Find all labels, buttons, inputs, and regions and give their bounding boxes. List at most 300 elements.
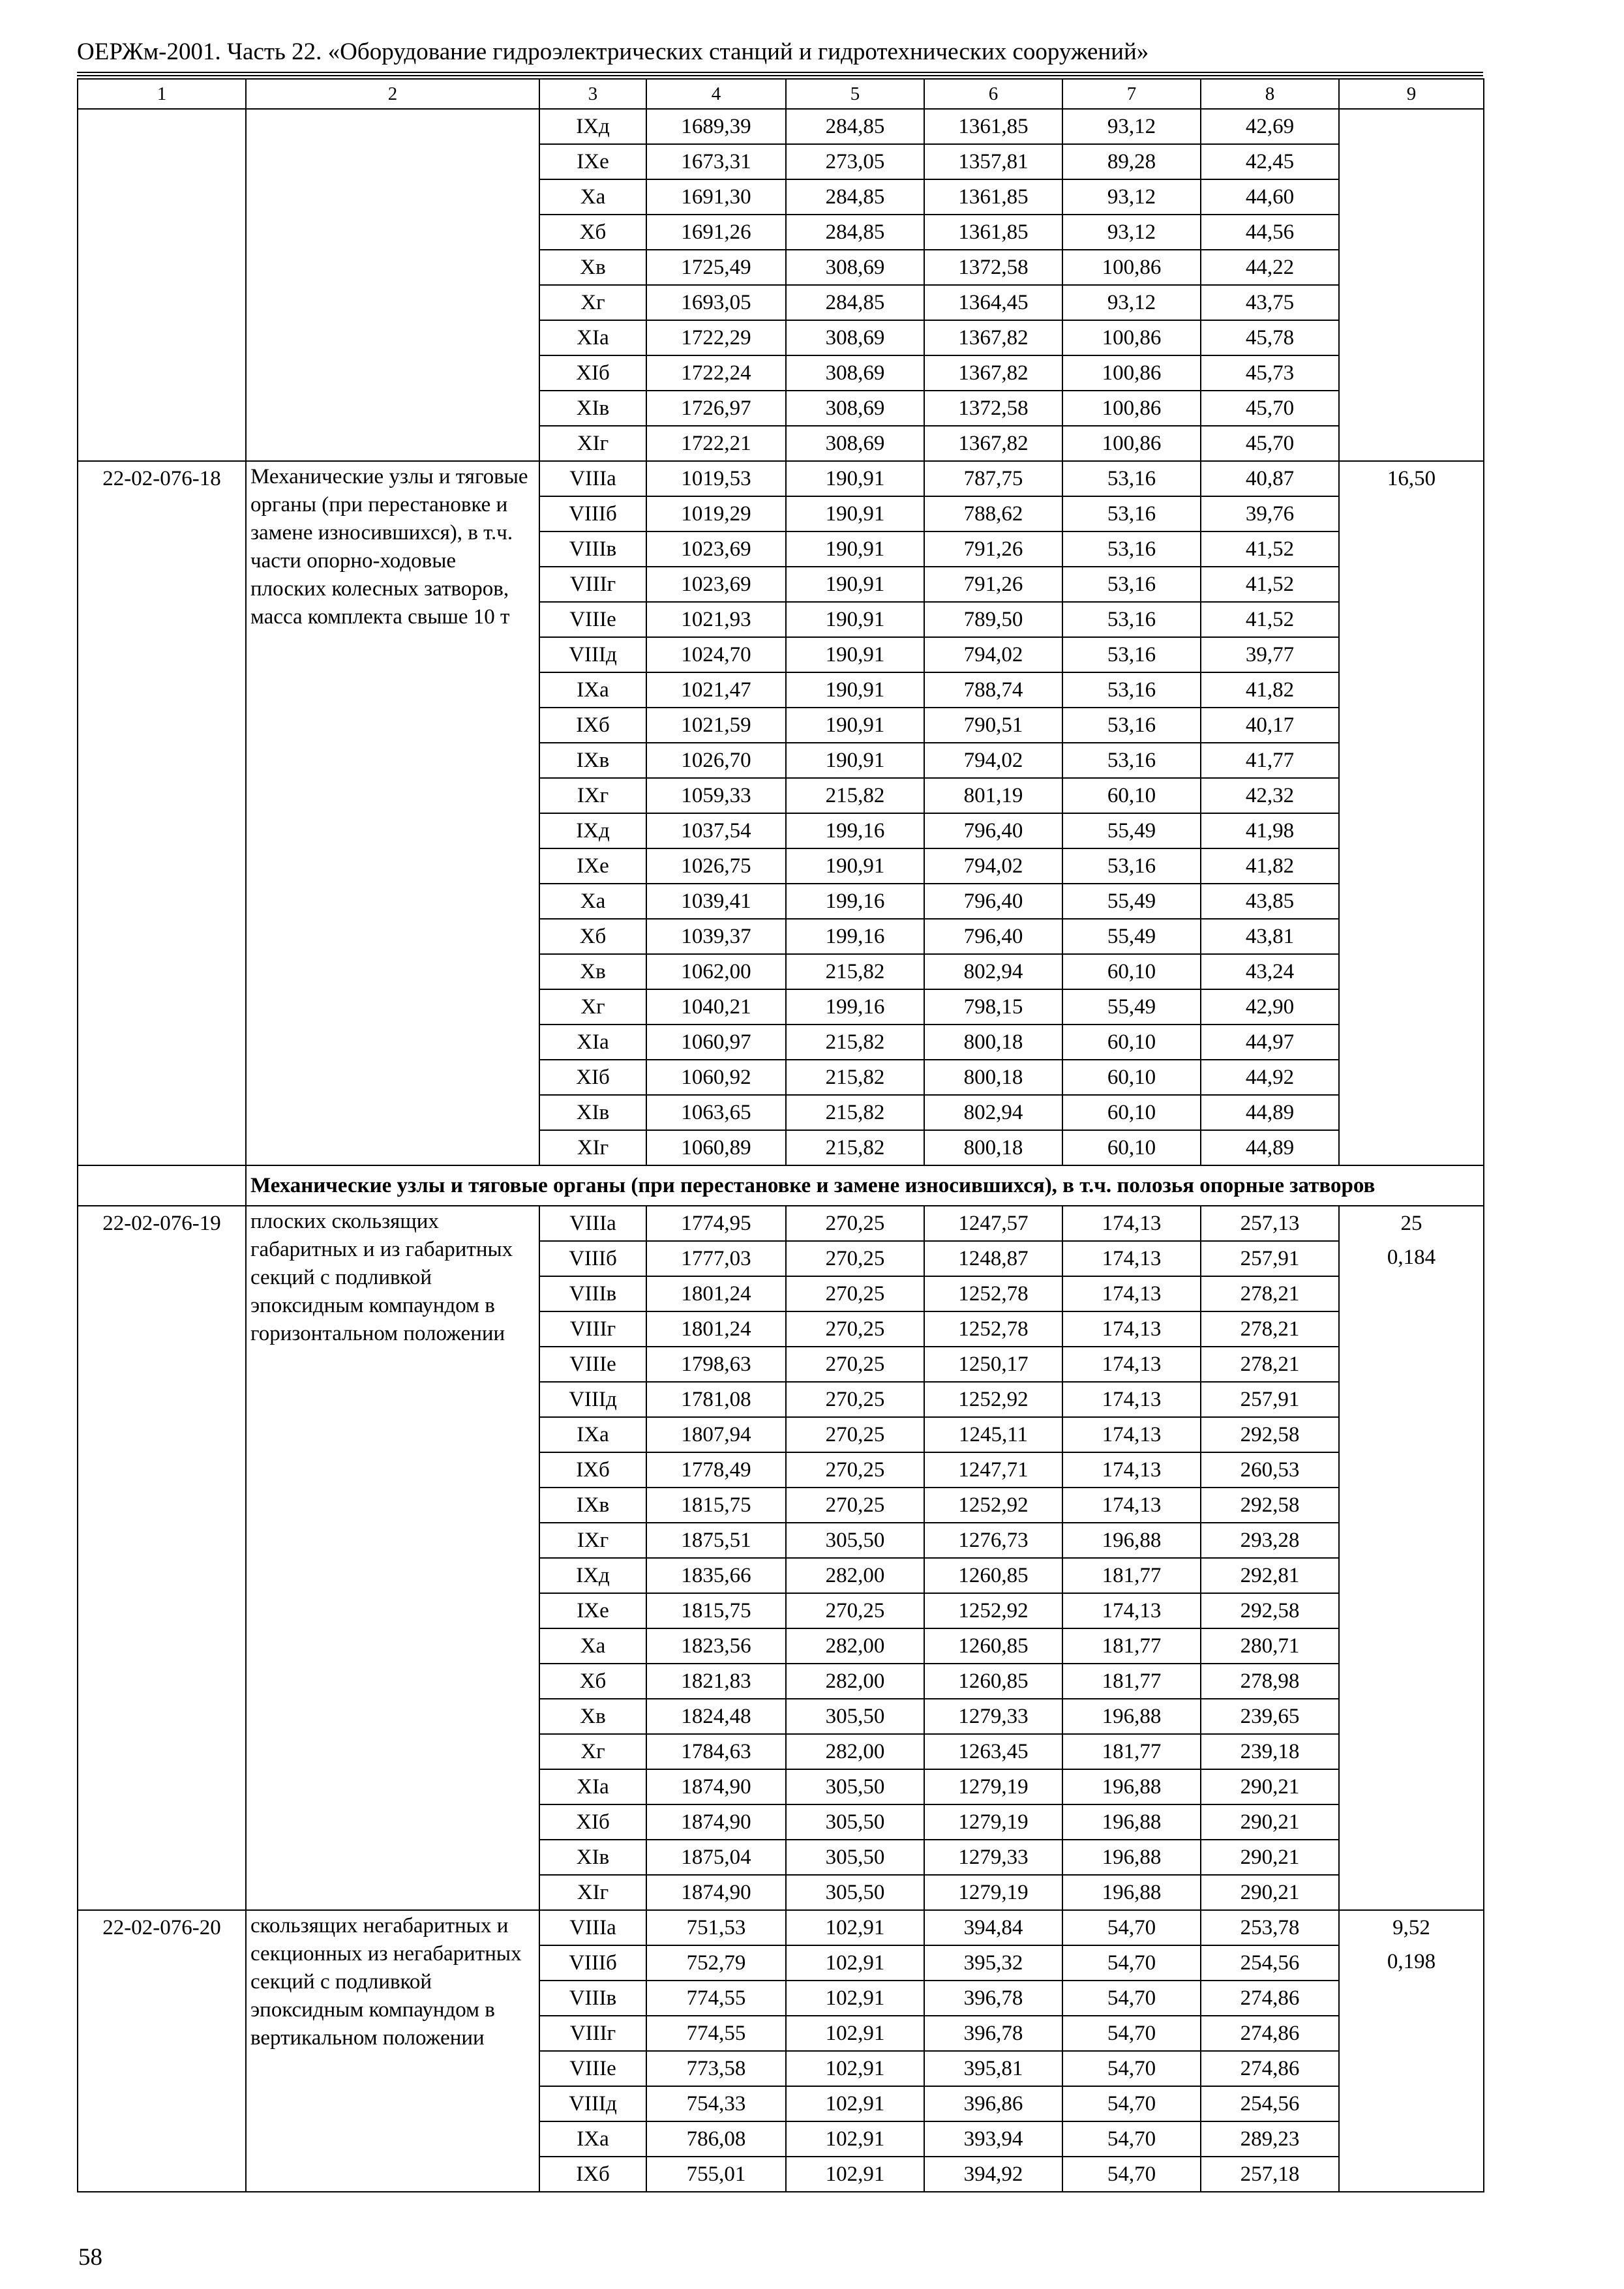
value-cell: 794,02 bbox=[924, 743, 1062, 778]
value-cell: 1252,78 bbox=[924, 1311, 1062, 1347]
rate-description: скользящих негабаритных и секционных из негабаритных секций с подливкой эпоксидным компаундом в вертикальном положении bbox=[246, 1910, 539, 2192]
value-cell: 54,70 bbox=[1062, 2016, 1201, 2051]
value-cell: 1252,78 bbox=[924, 1276, 1062, 1311]
price-zone-cell: VIIIа bbox=[539, 1206, 646, 1241]
rate-code: 22-02-076-20 bbox=[78, 1910, 246, 2192]
value-cell: 174,13 bbox=[1062, 1206, 1201, 1241]
value-cell: 290,21 bbox=[1201, 1804, 1339, 1840]
value-cell: 41,98 bbox=[1201, 813, 1339, 848]
value-cell: 1245,11 bbox=[924, 1417, 1062, 1452]
column-9-value: 25 bbox=[1400, 1212, 1422, 1235]
value-cell: 1248,87 bbox=[924, 1241, 1062, 1276]
value-cell: 800,18 bbox=[924, 1060, 1062, 1095]
value-cell: 42,45 bbox=[1201, 144, 1339, 179]
value-cell: 274,86 bbox=[1201, 2051, 1339, 2086]
rate-description: плоских скользящих габаритных и из габаритных секций с подливкой эпоксидным компаундом в горизонтальном положении bbox=[246, 1206, 539, 1910]
value-cell: 174,13 bbox=[1062, 1417, 1201, 1452]
price-zone-cell: XIв bbox=[539, 1840, 646, 1875]
value-cell: 260,53 bbox=[1201, 1452, 1339, 1488]
value-cell: 1279,19 bbox=[924, 1769, 1062, 1804]
value-cell: 1722,24 bbox=[646, 355, 786, 391]
value-cell: 190,91 bbox=[786, 848, 924, 884]
value-cell: 1279,19 bbox=[924, 1804, 1062, 1840]
price-zone-cell: Xг bbox=[539, 1734, 646, 1769]
value-cell: 1807,94 bbox=[646, 1417, 786, 1452]
header-rule bbox=[77, 72, 1483, 73]
value-cell: 305,50 bbox=[786, 1875, 924, 1910]
column-number: 6 bbox=[924, 79, 1062, 109]
value-cell: 1874,90 bbox=[646, 1804, 786, 1840]
value-cell: 190,91 bbox=[786, 496, 924, 531]
value-cell: 774,55 bbox=[646, 2016, 786, 2051]
column-9-values bbox=[1339, 1206, 1484, 1910]
value-cell: 788,74 bbox=[924, 672, 1062, 708]
value-cell: 1021,47 bbox=[646, 672, 786, 708]
value-cell: 290,21 bbox=[1201, 1769, 1339, 1804]
value-cell: 53,16 bbox=[1062, 637, 1201, 672]
value-cell: 293,28 bbox=[1201, 1523, 1339, 1558]
price-zone-cell: VIIIб bbox=[539, 1945, 646, 1981]
value-cell: 41,82 bbox=[1201, 672, 1339, 708]
rate-description bbox=[246, 109, 539, 461]
value-cell: 190,91 bbox=[786, 602, 924, 637]
column-number: 7 bbox=[1062, 79, 1201, 109]
price-zone-cell: IXе bbox=[539, 848, 646, 884]
price-zone-cell: VIIIб bbox=[539, 1241, 646, 1276]
value-cell: 270,25 bbox=[786, 1206, 924, 1241]
value-cell: 1252,92 bbox=[924, 1593, 1062, 1628]
price-zone-cell: XIг bbox=[539, 1130, 646, 1165]
value-cell: 41,77 bbox=[1201, 743, 1339, 778]
value-cell: 44,89 bbox=[1201, 1130, 1339, 1165]
value-cell: 239,65 bbox=[1201, 1699, 1339, 1734]
value-cell: 1815,75 bbox=[646, 1593, 786, 1628]
value-cell: 100,86 bbox=[1062, 355, 1201, 391]
value-cell: 1361,85 bbox=[924, 215, 1062, 250]
value-cell: 257,13 bbox=[1201, 1206, 1339, 1241]
value-cell: 1260,85 bbox=[924, 1664, 1062, 1699]
value-cell: 60,10 bbox=[1062, 954, 1201, 989]
column-number-row bbox=[78, 79, 1484, 109]
value-cell: 44,60 bbox=[1201, 179, 1339, 215]
value-cell: 102,91 bbox=[786, 2086, 924, 2121]
value-cell: 751,53 bbox=[646, 1910, 786, 1945]
value-cell: 1062,00 bbox=[646, 954, 786, 989]
value-cell: 292,81 bbox=[1201, 1558, 1339, 1593]
value-cell: 190,91 bbox=[786, 672, 924, 708]
value-cell: 181,77 bbox=[1062, 1664, 1201, 1699]
value-cell: 1252,92 bbox=[924, 1382, 1062, 1417]
value-cell: 800,18 bbox=[924, 1025, 1062, 1060]
value-cell: 1260,85 bbox=[924, 1558, 1062, 1593]
section-heading: Механические узлы и тяговые органы (при перестановке и замене износившихся), в т.ч. полозья опорные затворов bbox=[246, 1165, 1484, 1206]
value-cell: 1725,49 bbox=[646, 250, 786, 285]
value-cell: 305,50 bbox=[786, 1804, 924, 1840]
value-cell: 43,75 bbox=[1201, 285, 1339, 320]
value-cell: 54,70 bbox=[1062, 2157, 1201, 2192]
value-cell: 278,98 bbox=[1201, 1664, 1339, 1699]
price-zone-cell: VIIIв bbox=[539, 1276, 646, 1311]
value-cell: 42,90 bbox=[1201, 989, 1339, 1025]
value-cell: 788,62 bbox=[924, 496, 1062, 531]
value-cell: 1875,04 bbox=[646, 1840, 786, 1875]
price-zone-cell: IXв bbox=[539, 743, 646, 778]
value-cell: 54,70 bbox=[1062, 2051, 1201, 2086]
price-zone-cell: IXе bbox=[539, 1593, 646, 1628]
value-cell: 1276,73 bbox=[924, 1523, 1062, 1558]
value-cell: 100,86 bbox=[1062, 250, 1201, 285]
value-cell: 282,00 bbox=[786, 1734, 924, 1769]
value-cell: 802,94 bbox=[924, 954, 1062, 989]
value-cell: 794,02 bbox=[924, 848, 1062, 884]
value-cell: 292,58 bbox=[1201, 1593, 1339, 1628]
price-zone-cell: Xа bbox=[539, 179, 646, 215]
value-cell: 270,25 bbox=[786, 1593, 924, 1628]
value-cell: 1824,48 bbox=[646, 1699, 786, 1734]
value-cell: 1039,37 bbox=[646, 919, 786, 954]
value-cell: 1774,95 bbox=[646, 1206, 786, 1241]
value-cell: 257,91 bbox=[1201, 1241, 1339, 1276]
price-zone-cell: XIв bbox=[539, 391, 646, 426]
value-cell: 60,10 bbox=[1062, 778, 1201, 813]
column-number: 1 bbox=[78, 79, 246, 109]
value-cell: 1260,85 bbox=[924, 1628, 1062, 1664]
value-cell: 199,16 bbox=[786, 884, 924, 919]
value-cell: 394,92 bbox=[924, 2157, 1062, 2192]
value-cell: 270,25 bbox=[786, 1311, 924, 1347]
section-heading-row bbox=[78, 1165, 1484, 1206]
value-cell: 102,91 bbox=[786, 2157, 924, 2192]
value-cell: 1023,69 bbox=[646, 567, 786, 602]
value-cell: 1263,45 bbox=[924, 1734, 1062, 1769]
price-zone-cell: VIIIг bbox=[539, 2016, 646, 2051]
value-cell: 282,00 bbox=[786, 1628, 924, 1664]
price-zone-cell: Xг bbox=[539, 989, 646, 1025]
value-cell: 396,86 bbox=[924, 2086, 1062, 2121]
value-cell: 190,91 bbox=[786, 637, 924, 672]
value-cell: 280,71 bbox=[1201, 1628, 1339, 1664]
value-cell: 1279,33 bbox=[924, 1699, 1062, 1734]
column-9-values bbox=[1339, 461, 1484, 1165]
value-cell: 254,56 bbox=[1201, 1945, 1339, 1981]
column-number: 3 bbox=[539, 79, 646, 109]
price-zone-cell: Xв bbox=[539, 1699, 646, 1734]
value-cell: 284,85 bbox=[786, 215, 924, 250]
price-zone-cell: VIIIв bbox=[539, 531, 646, 567]
price-zone-cell: IXв bbox=[539, 1488, 646, 1523]
value-cell: 796,40 bbox=[924, 919, 1062, 954]
value-cell: 53,16 bbox=[1062, 708, 1201, 743]
value-cell: 54,70 bbox=[1062, 1981, 1201, 2016]
price-zone-cell: IXд bbox=[539, 813, 646, 848]
value-cell: 273,05 bbox=[786, 144, 924, 179]
value-cell: 102,91 bbox=[786, 2016, 924, 2051]
value-cell: 1026,75 bbox=[646, 848, 786, 884]
value-cell: 44,97 bbox=[1201, 1025, 1339, 1060]
value-cell: 1039,41 bbox=[646, 884, 786, 919]
column-9-value: 16,50 bbox=[1387, 467, 1436, 490]
price-zone-cell: IXб bbox=[539, 708, 646, 743]
value-cell: 796,40 bbox=[924, 813, 1062, 848]
value-cell: 53,16 bbox=[1062, 461, 1201, 496]
column-number: 9 bbox=[1339, 79, 1484, 109]
value-cell: 1815,75 bbox=[646, 1488, 786, 1523]
value-cell: 308,69 bbox=[786, 391, 924, 426]
price-zone-cell: VIIIв bbox=[539, 1981, 646, 2016]
value-cell: 257,18 bbox=[1201, 2157, 1339, 2192]
value-cell: 1778,49 bbox=[646, 1452, 786, 1488]
value-cell: 789,50 bbox=[924, 602, 1062, 637]
value-cell: 1372,58 bbox=[924, 250, 1062, 285]
value-cell: 41,82 bbox=[1201, 848, 1339, 884]
value-cell: 43,85 bbox=[1201, 884, 1339, 919]
value-cell: 53,16 bbox=[1062, 567, 1201, 602]
value-cell: 395,81 bbox=[924, 2051, 1062, 2086]
value-cell: 790,51 bbox=[924, 708, 1062, 743]
value-cell: 393,94 bbox=[924, 2121, 1062, 2157]
price-zone-cell: VIIIг bbox=[539, 567, 646, 602]
value-cell: 1024,70 bbox=[646, 637, 786, 672]
value-cell: 796,40 bbox=[924, 884, 1062, 919]
value-cell: 55,49 bbox=[1062, 919, 1201, 954]
price-zone-cell: VIIIе bbox=[539, 1347, 646, 1382]
value-cell: 270,25 bbox=[786, 1382, 924, 1417]
value-cell: 270,25 bbox=[786, 1241, 924, 1276]
value-cell: 55,49 bbox=[1062, 813, 1201, 848]
value-cell: 199,16 bbox=[786, 989, 924, 1025]
value-cell: 787,75 bbox=[924, 461, 1062, 496]
value-cell: 1040,21 bbox=[646, 989, 786, 1025]
value-cell: 308,69 bbox=[786, 355, 924, 391]
value-cell: 290,21 bbox=[1201, 1875, 1339, 1910]
value-cell: 215,82 bbox=[786, 1095, 924, 1130]
price-zone-cell: IXб bbox=[539, 2157, 646, 2192]
rates-table bbox=[77, 78, 1484, 2192]
value-cell: 305,50 bbox=[786, 1523, 924, 1558]
column-9-values bbox=[1339, 1910, 1484, 2192]
value-cell: 802,94 bbox=[924, 1095, 1062, 1130]
value-cell: 1372,58 bbox=[924, 391, 1062, 426]
value-cell: 181,77 bbox=[1062, 1734, 1201, 1769]
value-cell: 1367,82 bbox=[924, 426, 1062, 461]
value-cell: 100,86 bbox=[1062, 320, 1201, 355]
value-cell: 190,91 bbox=[786, 743, 924, 778]
value-cell: 396,78 bbox=[924, 2016, 1062, 2051]
value-cell: 1781,08 bbox=[646, 1382, 786, 1417]
header-rule bbox=[77, 75, 1483, 76]
price-zone-cell: XIб bbox=[539, 1060, 646, 1095]
value-cell: 53,16 bbox=[1062, 743, 1201, 778]
price-zone-cell: IXе bbox=[539, 144, 646, 179]
value-cell: 196,88 bbox=[1062, 1523, 1201, 1558]
value-cell: 45,73 bbox=[1201, 355, 1339, 391]
value-cell: 39,77 bbox=[1201, 637, 1339, 672]
value-cell: 1063,65 bbox=[646, 1095, 786, 1130]
value-cell: 282,00 bbox=[786, 1558, 924, 1593]
price-zone-cell: VIIIд bbox=[539, 2086, 646, 2121]
value-cell: 1726,97 bbox=[646, 391, 786, 426]
value-cell: 60,10 bbox=[1062, 1060, 1201, 1095]
value-cell: 774,55 bbox=[646, 1981, 786, 2016]
value-cell: 60,10 bbox=[1062, 1130, 1201, 1165]
value-cell: 1874,90 bbox=[646, 1769, 786, 1804]
value-cell: 39,76 bbox=[1201, 496, 1339, 531]
value-cell: 41,52 bbox=[1201, 531, 1339, 567]
value-cell: 794,02 bbox=[924, 637, 1062, 672]
value-cell: 1021,93 bbox=[646, 602, 786, 637]
value-cell: 1247,71 bbox=[924, 1452, 1062, 1488]
value-cell: 1250,17 bbox=[924, 1347, 1062, 1382]
price-zone-cell: VIIIб bbox=[539, 496, 646, 531]
value-cell: 1019,29 bbox=[646, 496, 786, 531]
value-cell: 55,49 bbox=[1062, 989, 1201, 1025]
value-cell: 190,91 bbox=[786, 567, 924, 602]
value-cell: 1060,89 bbox=[646, 1130, 786, 1165]
column-number: 4 bbox=[646, 79, 786, 109]
value-cell: 190,91 bbox=[786, 708, 924, 743]
value-cell: 42,69 bbox=[1201, 109, 1339, 144]
value-cell: 282,00 bbox=[786, 1664, 924, 1699]
value-cell: 44,92 bbox=[1201, 1060, 1339, 1095]
value-cell: 43,24 bbox=[1201, 954, 1339, 989]
price-zone-cell: IXа bbox=[539, 2121, 646, 2157]
value-cell: 40,87 bbox=[1201, 461, 1339, 496]
value-cell: 274,86 bbox=[1201, 2016, 1339, 2051]
value-cell: 1875,51 bbox=[646, 1523, 786, 1558]
price-zone-cell: Xб bbox=[539, 919, 646, 954]
value-cell: 53,16 bbox=[1062, 496, 1201, 531]
value-cell: 199,16 bbox=[786, 919, 924, 954]
value-cell: 215,82 bbox=[786, 1130, 924, 1165]
value-cell: 60,10 bbox=[1062, 1095, 1201, 1130]
value-cell: 43,81 bbox=[1201, 919, 1339, 954]
price-zone-cell: XIа bbox=[539, 320, 646, 355]
value-cell: 1801,24 bbox=[646, 1311, 786, 1347]
price-zone-cell: IXг bbox=[539, 778, 646, 813]
column-9-value: 9,52 bbox=[1392, 1916, 1430, 1939]
price-zone-cell: VIIIа bbox=[539, 461, 646, 496]
value-cell: 284,85 bbox=[786, 179, 924, 215]
value-cell: 278,21 bbox=[1201, 1276, 1339, 1311]
column-9-values bbox=[1339, 109, 1484, 461]
price-zone-cell: Xа bbox=[539, 884, 646, 919]
value-cell: 1357,81 bbox=[924, 144, 1062, 179]
value-cell: 270,25 bbox=[786, 1452, 924, 1488]
value-cell: 1021,59 bbox=[646, 708, 786, 743]
page-number: 58 bbox=[78, 2244, 102, 2271]
value-cell: 215,82 bbox=[786, 1060, 924, 1095]
value-cell: 53,16 bbox=[1062, 602, 1201, 637]
value-cell: 174,13 bbox=[1062, 1276, 1201, 1311]
value-cell: 1279,19 bbox=[924, 1875, 1062, 1910]
value-cell: 181,77 bbox=[1062, 1558, 1201, 1593]
price-zone-cell: VIIIа bbox=[539, 1910, 646, 1945]
value-cell: 395,32 bbox=[924, 1945, 1062, 1981]
value-cell: 754,33 bbox=[646, 2086, 786, 2121]
value-cell: 89,28 bbox=[1062, 144, 1201, 179]
value-cell: 773,58 bbox=[646, 2051, 786, 2086]
value-cell: 1784,63 bbox=[646, 1734, 786, 1769]
price-zone-cell: VIIIе bbox=[539, 2051, 646, 2086]
price-zone-cell: IXа bbox=[539, 672, 646, 708]
price-zone-cell: IXа bbox=[539, 1417, 646, 1452]
value-cell: 1367,82 bbox=[924, 355, 1062, 391]
value-cell: 100,86 bbox=[1062, 426, 1201, 461]
price-zone-cell: IXд bbox=[539, 109, 646, 144]
value-cell: 174,13 bbox=[1062, 1488, 1201, 1523]
value-cell: 394,84 bbox=[924, 1910, 1062, 1945]
table-row bbox=[78, 461, 1484, 496]
value-cell: 55,49 bbox=[1062, 884, 1201, 919]
value-cell: 755,01 bbox=[646, 2157, 786, 2192]
price-zone-cell: XIв bbox=[539, 1095, 646, 1130]
rate-description: Механические узлы и тяговые органы (при перестановке и замене износившихся), в т.ч. части опорно-ходовые плоских колесных затворов, масса комплекта свыше 10 т bbox=[246, 461, 539, 1165]
column-number: 2 bbox=[246, 79, 539, 109]
price-zone-cell: VIIIе bbox=[539, 602, 646, 637]
value-cell: 174,13 bbox=[1062, 1241, 1201, 1276]
value-cell: 305,50 bbox=[786, 1699, 924, 1734]
value-cell: 1060,92 bbox=[646, 1060, 786, 1095]
rate-code bbox=[78, 109, 246, 461]
value-cell: 1673,31 bbox=[646, 144, 786, 179]
rate-code: 22-02-076-18 bbox=[78, 461, 246, 1165]
value-cell: 1279,33 bbox=[924, 1840, 1062, 1875]
value-cell: 1361,85 bbox=[924, 109, 1062, 144]
value-cell: 1874,90 bbox=[646, 1875, 786, 1910]
value-cell: 102,91 bbox=[786, 1981, 924, 2016]
value-cell: 257,91 bbox=[1201, 1382, 1339, 1417]
value-cell: 1821,83 bbox=[646, 1664, 786, 1699]
value-cell: 215,82 bbox=[786, 954, 924, 989]
value-cell: 1722,29 bbox=[646, 320, 786, 355]
value-cell: 93,12 bbox=[1062, 109, 1201, 144]
value-cell: 1777,03 bbox=[646, 1241, 786, 1276]
value-cell: 54,70 bbox=[1062, 2086, 1201, 2121]
value-cell: 102,91 bbox=[786, 1945, 924, 1981]
column-number: 5 bbox=[786, 79, 924, 109]
value-cell: 1693,05 bbox=[646, 285, 786, 320]
price-zone-cell: XIб bbox=[539, 355, 646, 391]
price-zone-cell: XIб bbox=[539, 1804, 646, 1840]
price-zone-cell: IXг bbox=[539, 1523, 646, 1558]
value-cell: 60,10 bbox=[1062, 1025, 1201, 1060]
price-zone-cell: IXд bbox=[539, 1558, 646, 1593]
value-cell: 45,78 bbox=[1201, 320, 1339, 355]
value-cell: 801,19 bbox=[924, 778, 1062, 813]
price-zone-cell: XIа bbox=[539, 1025, 646, 1060]
value-cell: 1361,85 bbox=[924, 179, 1062, 215]
value-cell: 93,12 bbox=[1062, 215, 1201, 250]
value-cell: 1367,82 bbox=[924, 320, 1062, 355]
value-cell: 305,50 bbox=[786, 1840, 924, 1875]
section-spacer bbox=[78, 1165, 246, 1206]
value-cell: 42,32 bbox=[1201, 778, 1339, 813]
value-cell: 270,25 bbox=[786, 1417, 924, 1452]
value-cell: 199,16 bbox=[786, 813, 924, 848]
value-cell: 196,88 bbox=[1062, 1699, 1201, 1734]
value-cell: 1019,53 bbox=[646, 461, 786, 496]
value-cell: 196,88 bbox=[1062, 1875, 1201, 1910]
table-row bbox=[78, 109, 1484, 144]
value-cell: 284,85 bbox=[786, 109, 924, 144]
value-cell: 196,88 bbox=[1062, 1769, 1201, 1804]
column-9-value: 0,198 bbox=[1387, 1950, 1436, 1973]
value-cell: 190,91 bbox=[786, 461, 924, 496]
price-zone-cell: IXб bbox=[539, 1452, 646, 1488]
price-zone-cell: VIIIг bbox=[539, 1311, 646, 1347]
value-cell: 45,70 bbox=[1201, 426, 1339, 461]
value-cell: 396,78 bbox=[924, 1981, 1062, 2016]
